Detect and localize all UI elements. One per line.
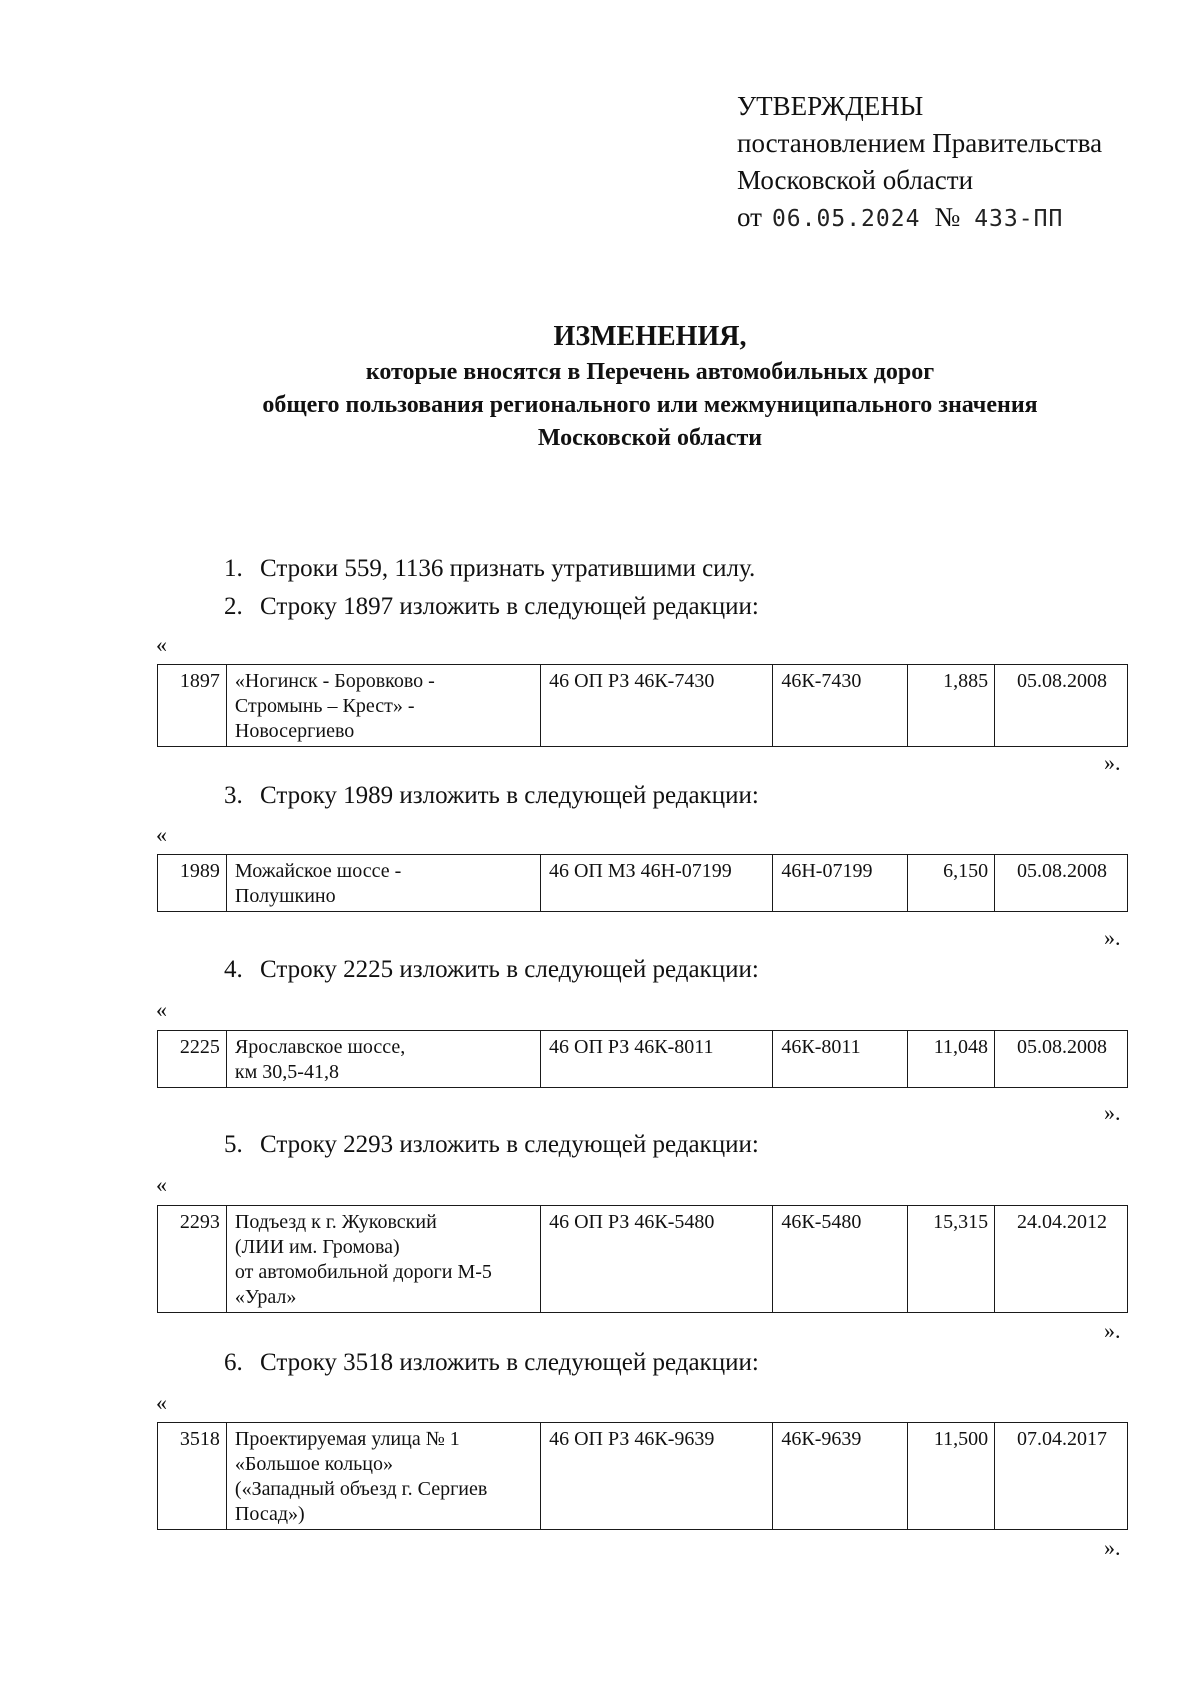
list-item-5 (224, 1129, 759, 1161)
road-name (226, 1423, 540, 1530)
list-item-6 (224, 1347, 759, 1379)
road-name-line: Проектируемая улица № 1 (234, 1428, 460, 1450)
row-number: 2293 (158, 1206, 227, 1313)
road-name-line: от автомобильной дороги М-5 (234, 1261, 492, 1283)
list-item-text: Строку 3518 изложить в следующей редакции: (260, 1349, 759, 1376)
road-name-line: Полушкино (234, 885, 336, 907)
road-date: 05.08.2008 (995, 665, 1128, 747)
row-number: 3518 (158, 1423, 227, 1530)
road-name (226, 1206, 540, 1313)
road-code: 46К-5480 (773, 1206, 908, 1313)
road-name-line: Посад») (234, 1503, 305, 1525)
road-name-line: «Большое кольцо» (234, 1453, 394, 1475)
road-name-line: Стромынь – Крест» - (234, 695, 415, 717)
title-heading: ИЗМЕНЕНИЯ, (553, 321, 747, 352)
road-length: 11,048 (908, 1031, 995, 1088)
list-item-number: 3. (224, 782, 243, 809)
road-name-line: км 30,5-41,8 (234, 1061, 339, 1083)
approval-block (737, 88, 1102, 238)
road-code: 46Н-07199 (773, 855, 908, 912)
list-item-number: 1. (224, 555, 243, 582)
road-date: 24.04.2012 (995, 1206, 1128, 1313)
road-name-line: Подъезд к г. Жуковский (234, 1211, 437, 1233)
row-number: 2225 (158, 1031, 227, 1088)
road-id: 46 ОП РЗ 46К-9639 (541, 1423, 773, 1530)
road-name-line: (ЛИИ им. Громова) (234, 1236, 400, 1258)
road-name (226, 855, 540, 912)
list-item-text: Строку 1897 изложить в следующей редакции: (260, 593, 759, 620)
list-item-number: 6. (224, 1349, 243, 1376)
road-name-line: («Западный объезд г. Сергиев (234, 1478, 488, 1500)
road-row-1897 (157, 664, 1128, 747)
road-row-3518 (157, 1422, 1128, 1530)
row-number: 1897 (158, 665, 227, 747)
approval-authority: постановлением Правительства (737, 128, 1103, 158)
road-name (226, 1031, 540, 1088)
road-date: 05.08.2008 (995, 855, 1128, 912)
approval-number-sign: № (934, 202, 961, 232)
list-item-text: Строку 2293 изложить в следующей редакции: (260, 1131, 759, 1158)
road-row-1989 (157, 854, 1128, 912)
approval-date: 06.05.2024 (771, 206, 921, 232)
row-number: 1989 (158, 855, 227, 912)
quote-open: « (156, 997, 167, 1022)
title-line-2: которые вносятся в Перечень автомобильных дорог (365, 359, 935, 385)
title-line-3: общего пользования регионального или межмуниципального значения (262, 392, 1038, 418)
approval-number: 433-ПП (974, 206, 1064, 232)
approval-date-line (737, 199, 1102, 238)
road-length: 1,885 (908, 665, 995, 747)
quote-close: ». (1104, 1100, 1121, 1125)
quote-close: ». (1104, 1535, 1121, 1560)
road-id: 46 ОП РЗ 46К-8011 (541, 1031, 773, 1088)
list-item-3 (224, 780, 759, 812)
quote-close: ». (1104, 1318, 1121, 1343)
road-name-line: «Ногинск - Боровково - (234, 670, 435, 692)
approval-heading: УТВЕРЖДЕНЫ (737, 91, 924, 121)
road-code: 46К-8011 (773, 1031, 908, 1088)
road-length: 15,315 (908, 1206, 995, 1313)
road-row-2225 (157, 1030, 1128, 1088)
quote-open: « (156, 1390, 167, 1415)
quote-open: « (156, 822, 167, 847)
road-length: 11,500 (908, 1423, 995, 1530)
list-item-2 (224, 591, 759, 623)
road-name-line: Ярославское шоссе, (234, 1036, 406, 1058)
road-date: 05.08.2008 (995, 1031, 1128, 1088)
list-item-number: 2. (224, 593, 243, 620)
document-title (100, 318, 1200, 455)
list-item-4 (224, 954, 759, 986)
road-length: 6,150 (908, 855, 995, 912)
list-item-number: 4. (224, 956, 243, 983)
road-code: 46К-7430 (773, 665, 908, 747)
road-name (226, 665, 540, 747)
road-row-2293 (157, 1205, 1128, 1313)
list-item-1 (224, 553, 755, 585)
road-id: 46 ОП РЗ 46К-7430 (541, 665, 773, 747)
road-name-line: Можайское шоссе - (234, 860, 402, 882)
approval-from-label: от (737, 202, 762, 232)
road-code: 46К-9639 (773, 1423, 908, 1530)
road-id: 46 ОП МЗ 46Н-07199 (540, 855, 772, 912)
quote-close: ». (1104, 750, 1121, 775)
road-name-line: Новосергиево (234, 720, 355, 742)
quote-open: « (156, 632, 167, 657)
approval-region: Московской области (737, 165, 974, 195)
road-name-line: «Урал» (234, 1286, 297, 1308)
road-date: 07.04.2017 (995, 1423, 1128, 1530)
list-item-text: Строку 1989 изложить в следующей редакции: (260, 782, 759, 809)
list-item-text: Строку 2225 изложить в следующей редакции: (260, 956, 759, 983)
quote-close: ». (1104, 925, 1121, 950)
title-line-4: Московской области (537, 425, 763, 451)
quote-open: « (156, 1172, 167, 1197)
road-id: 46 ОП РЗ 46К-5480 (541, 1206, 773, 1313)
list-item-text: Строки 559, 1136 признать утратившими силу. (260, 555, 756, 582)
list-item-number: 5. (224, 1131, 243, 1158)
